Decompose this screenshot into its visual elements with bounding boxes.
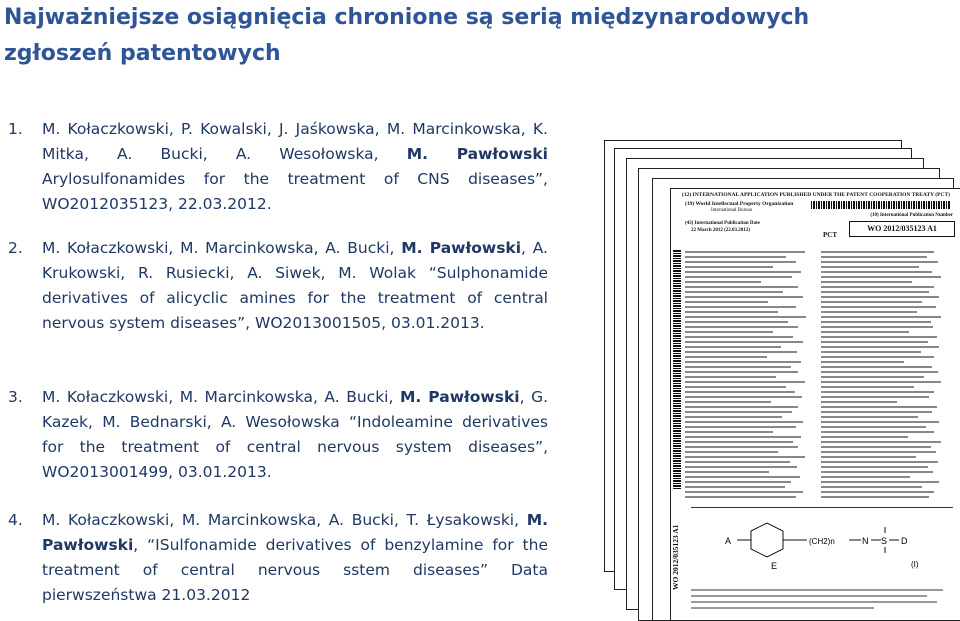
atom-s-label: S bbox=[881, 536, 888, 546]
item-text-part: M. Kołaczkowski, P. Kowalski, J. Jaśkowska, M. Marcinkowska, K. Mitka, A. Bucki, A. Wesołowska, bbox=[42, 120, 548, 163]
item-text bbox=[42, 117, 548, 217]
patent-pubno: WO 2012/035123 A1 bbox=[849, 221, 955, 237]
chemical-structure bbox=[711, 519, 951, 579]
item-text-part: M. Kołaczkowski, M. Marcinkowska, A. Bucki, bbox=[42, 388, 400, 406]
patent-pubno-label: (10) International Publication Number bbox=[870, 213, 953, 218]
item-text bbox=[42, 236, 548, 336]
author-highlight: M. Pawłowski bbox=[406, 145, 548, 163]
item-text-part: Arylosulfonamides for the treatment of CNS diseases”, WO2012035123, 22.03.2012. bbox=[42, 170, 548, 213]
list-item bbox=[8, 508, 548, 608]
abstract-rule bbox=[691, 507, 953, 508]
patent-bureau: International Bureau bbox=[711, 208, 753, 213]
atom-d-label: D bbox=[901, 536, 908, 546]
author-highlight: M. Pawłowski bbox=[401, 239, 522, 257]
patent-side-number: WO 2012/035123 A1 bbox=[671, 524, 680, 590]
item-text bbox=[42, 385, 548, 485]
item-number: 3. bbox=[8, 388, 23, 406]
item-text-part: , A. Krukowski, R. Rusiecki, A. Siwek, M. Wolak “Sulphonamide derivatives of alicyclic amines for the treatment of central nervous system diseases”, WO2013001505, 03.01.2013. bbox=[42, 239, 548, 332]
item-number: 2. bbox=[8, 239, 23, 257]
item-text bbox=[42, 508, 548, 608]
patent-column-left bbox=[685, 251, 811, 501]
item-text-part: M. Kołaczkowski, M. Marcinkowska, A. Bucki, bbox=[42, 239, 402, 257]
item-number: 4. bbox=[8, 511, 23, 529]
atom-a-label: A bbox=[725, 536, 732, 546]
item-text-part: M. Kołaczkowski, M. Marcinkowska, A. Bucki, T. Łysakowski, bbox=[42, 511, 527, 529]
barcode-side bbox=[673, 249, 681, 489]
patent-pubdate: 22 March 2012 (22.03.2012) bbox=[691, 228, 750, 233]
pct-label: PCT bbox=[823, 231, 837, 239]
barcode-top bbox=[811, 201, 951, 209]
formula-label: (I) bbox=[911, 560, 919, 569]
list-item bbox=[8, 236, 548, 366]
author-highlight: M. Pawłowski bbox=[42, 511, 548, 554]
author-highlight: M. Pawłowski bbox=[399, 388, 520, 406]
item-text-part: , “ISulfonamide derivatives of benzylamine for the treatment of central nervous sstem diseases” Data pierwszeństwa 21.03.2012 bbox=[42, 536, 548, 604]
abstract-lines bbox=[691, 589, 953, 613]
chain-label: (CH2)n bbox=[809, 537, 835, 546]
structure-drawing bbox=[711, 519, 951, 579]
patent-columns bbox=[685, 251, 957, 501]
patent-column-right bbox=[821, 251, 947, 501]
list-item bbox=[8, 117, 548, 217]
patent-front-page bbox=[670, 188, 960, 621]
item-text-part: , G. Kazek, M. Bednarski, A. Wesołowska “Indoleamine derivatives for the treatment of central nervous system diseases”, WO2013001499, 03.01.2013. bbox=[42, 388, 549, 481]
atom-e-label: E bbox=[771, 561, 778, 571]
item-number: 1. bbox=[8, 120, 23, 138]
patent-org: (19) World Intellectual Property Organization bbox=[685, 201, 794, 207]
patent-pubdate-label: (43) International Publication Date bbox=[685, 221, 760, 226]
list-item bbox=[8, 385, 548, 485]
slide-title: Najważniejsze osiągnięcia chronione są serią międzynarodowych zgłoszeń patentowych bbox=[4, 5, 810, 66]
atom-n-label: N bbox=[862, 536, 869, 546]
patent-header: (12) INTERNATIONAL APPLICATION PUBLISHED UNDER THE PATENT COOPERATION TREATY (PCT) bbox=[682, 192, 950, 198]
